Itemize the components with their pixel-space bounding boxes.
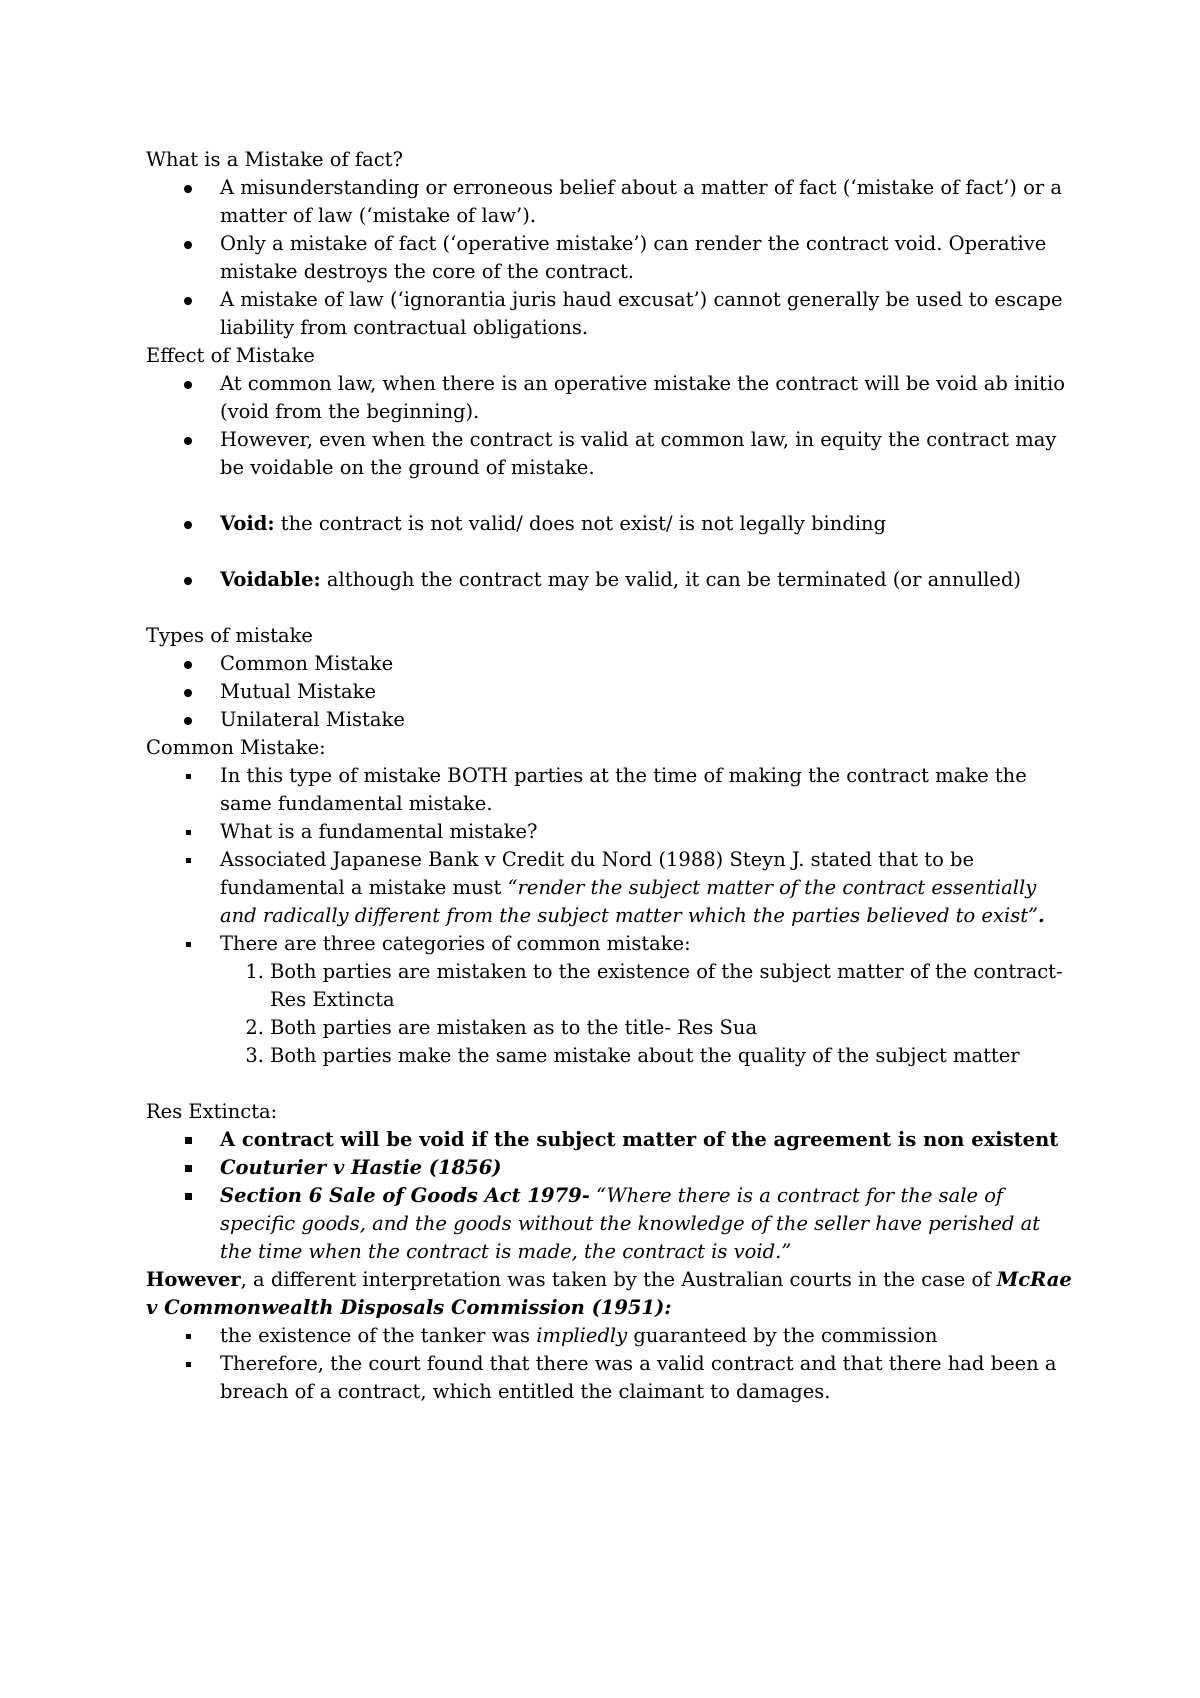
list-number: 2. (245, 1016, 264, 1039)
tanker-text-italic: impliedly (536, 1324, 628, 1347)
list-number: 1. (245, 960, 264, 983)
quote-period: . (1038, 904, 1045, 927)
list-item: Mutual Mistake (146, 678, 1076, 706)
list-item: There are three categories of common mistake: (146, 930, 1076, 958)
list-item-voidable (146, 566, 1076, 594)
list-res-extincta (146, 1126, 1076, 1266)
list-common-mistake (146, 762, 1076, 958)
heading-types-of-mistake: Types of mistake (146, 624, 313, 647)
list-item: A mistake of law (‘ignorantia juris haud excusat’) cannot generally be used to escape liability from contractual obligations. (146, 286, 1076, 342)
term-voidable: Voidable: (220, 568, 321, 591)
tanker-text-after: guaranteed by the commission (627, 1324, 938, 1347)
list-item: Therefore, the court found that there was a valid contract and that there had been a breach of a contract, which entitled the claimant to damages. (146, 1350, 1076, 1406)
tanker-text-before: the existence of the tanker was (220, 1324, 537, 1347)
term-void: Void: (220, 512, 275, 535)
spacer (146, 594, 1076, 622)
list-item-category (146, 1014, 1076, 1042)
definition-void: the contract is not valid/ does not exist/ is not legally binding (274, 512, 887, 535)
list-item-tanker (146, 1322, 1076, 1350)
heading-effect-of-mistake: Effect of Mistake (146, 344, 315, 367)
list-item: At common law, when there is an operative mistake the contract will be void ab initio (void from the beginning). (146, 370, 1076, 426)
case-name-mcrae: McRae v Commonwealth Disposals Commission (1951): (146, 1268, 1072, 1319)
category-text: Both parties are mistaken to the existence of the subject matter of the contract- Res Extincta (270, 960, 1063, 1011)
list-voidable-definition (146, 566, 1076, 594)
list-item: A misunderstanding or erroneous belief about a matter of fact (‘mistake of fact’) or a matter of law (‘mistake of law’). (146, 174, 1076, 230)
category-text: Both parties make the same mistake about the quality of the subject matter (270, 1044, 1020, 1067)
case-quote: “render the subject matter of the contract essentially and radically different from the subject matter which the parties believed to exist” (220, 876, 1039, 927)
list-mistake-of-fact (146, 174, 1076, 342)
list-categories (146, 958, 1076, 1070)
spacer (146, 538, 1076, 566)
list-item-category (146, 1042, 1076, 1070)
document-body (146, 146, 1076, 1406)
heading-common-mistake: Common Mistake: (146, 736, 326, 759)
heading-res-extincta: Res Extincta: (146, 1100, 278, 1123)
however-text: , a different interpretation was taken by the Australian courts in the case of (240, 1268, 997, 1291)
list-item-sale-of-goods (146, 1182, 1076, 1266)
list-void-definition (146, 510, 1076, 538)
category-text: Both parties are mistaken as to the title- Res Sua (270, 1016, 758, 1039)
however-lead: However (146, 1268, 241, 1291)
list-item: In this type of mistake BOTH parties at the time of making the contract make the same fundamental mistake. (146, 762, 1076, 818)
list-number: 3. (245, 1044, 264, 1067)
list-item: Couturier v Hastie (1856) (146, 1154, 1076, 1182)
paragraph-however (146, 1266, 1076, 1322)
list-item: What is a fundamental mistake? (146, 818, 1076, 846)
list-item-category (146, 958, 1076, 1014)
list-types-of-mistake (146, 650, 1076, 734)
list-item: A contract will be void if the subject matter of the agreement is non existent (146, 1126, 1076, 1154)
list-item: Unilateral Mistake (146, 706, 1076, 734)
spacer (146, 1070, 1076, 1098)
list-item: Common Mistake (146, 650, 1076, 678)
list-item: However, even when the contract is valid at common law, in equity the contract may be voidable on the ground of mistake. (146, 426, 1076, 482)
heading-mistake-of-fact: What is a Mistake of fact? (146, 148, 403, 171)
definition-voidable: although the contract may be valid, it can be terminated (or annulled) (320, 568, 1022, 591)
list-item-void (146, 510, 1076, 538)
list-mcrae (146, 1322, 1076, 1406)
list-effect-of-mistake (146, 370, 1076, 482)
statute-title: Section 6 Sale of Goods Act 1979- (220, 1184, 590, 1207)
list-item: Only a mistake of fact (‘operative mistake’) can render the contract void. Operative mistake destroys the core of the contract. (146, 230, 1076, 286)
statute-quote: “Where there is a contract for the sale of specific goods, and the goods without the knowledge of the seller have perished at the time when the contract is made, the contract is void.” (220, 1184, 1041, 1263)
case-text: Associated Japanese Bank v Credit du Nord (1988) Steyn J. stated that to be fundamental a mistake must (220, 848, 975, 899)
spacer (146, 482, 1076, 510)
list-item-japanese-bank (146, 846, 1076, 930)
